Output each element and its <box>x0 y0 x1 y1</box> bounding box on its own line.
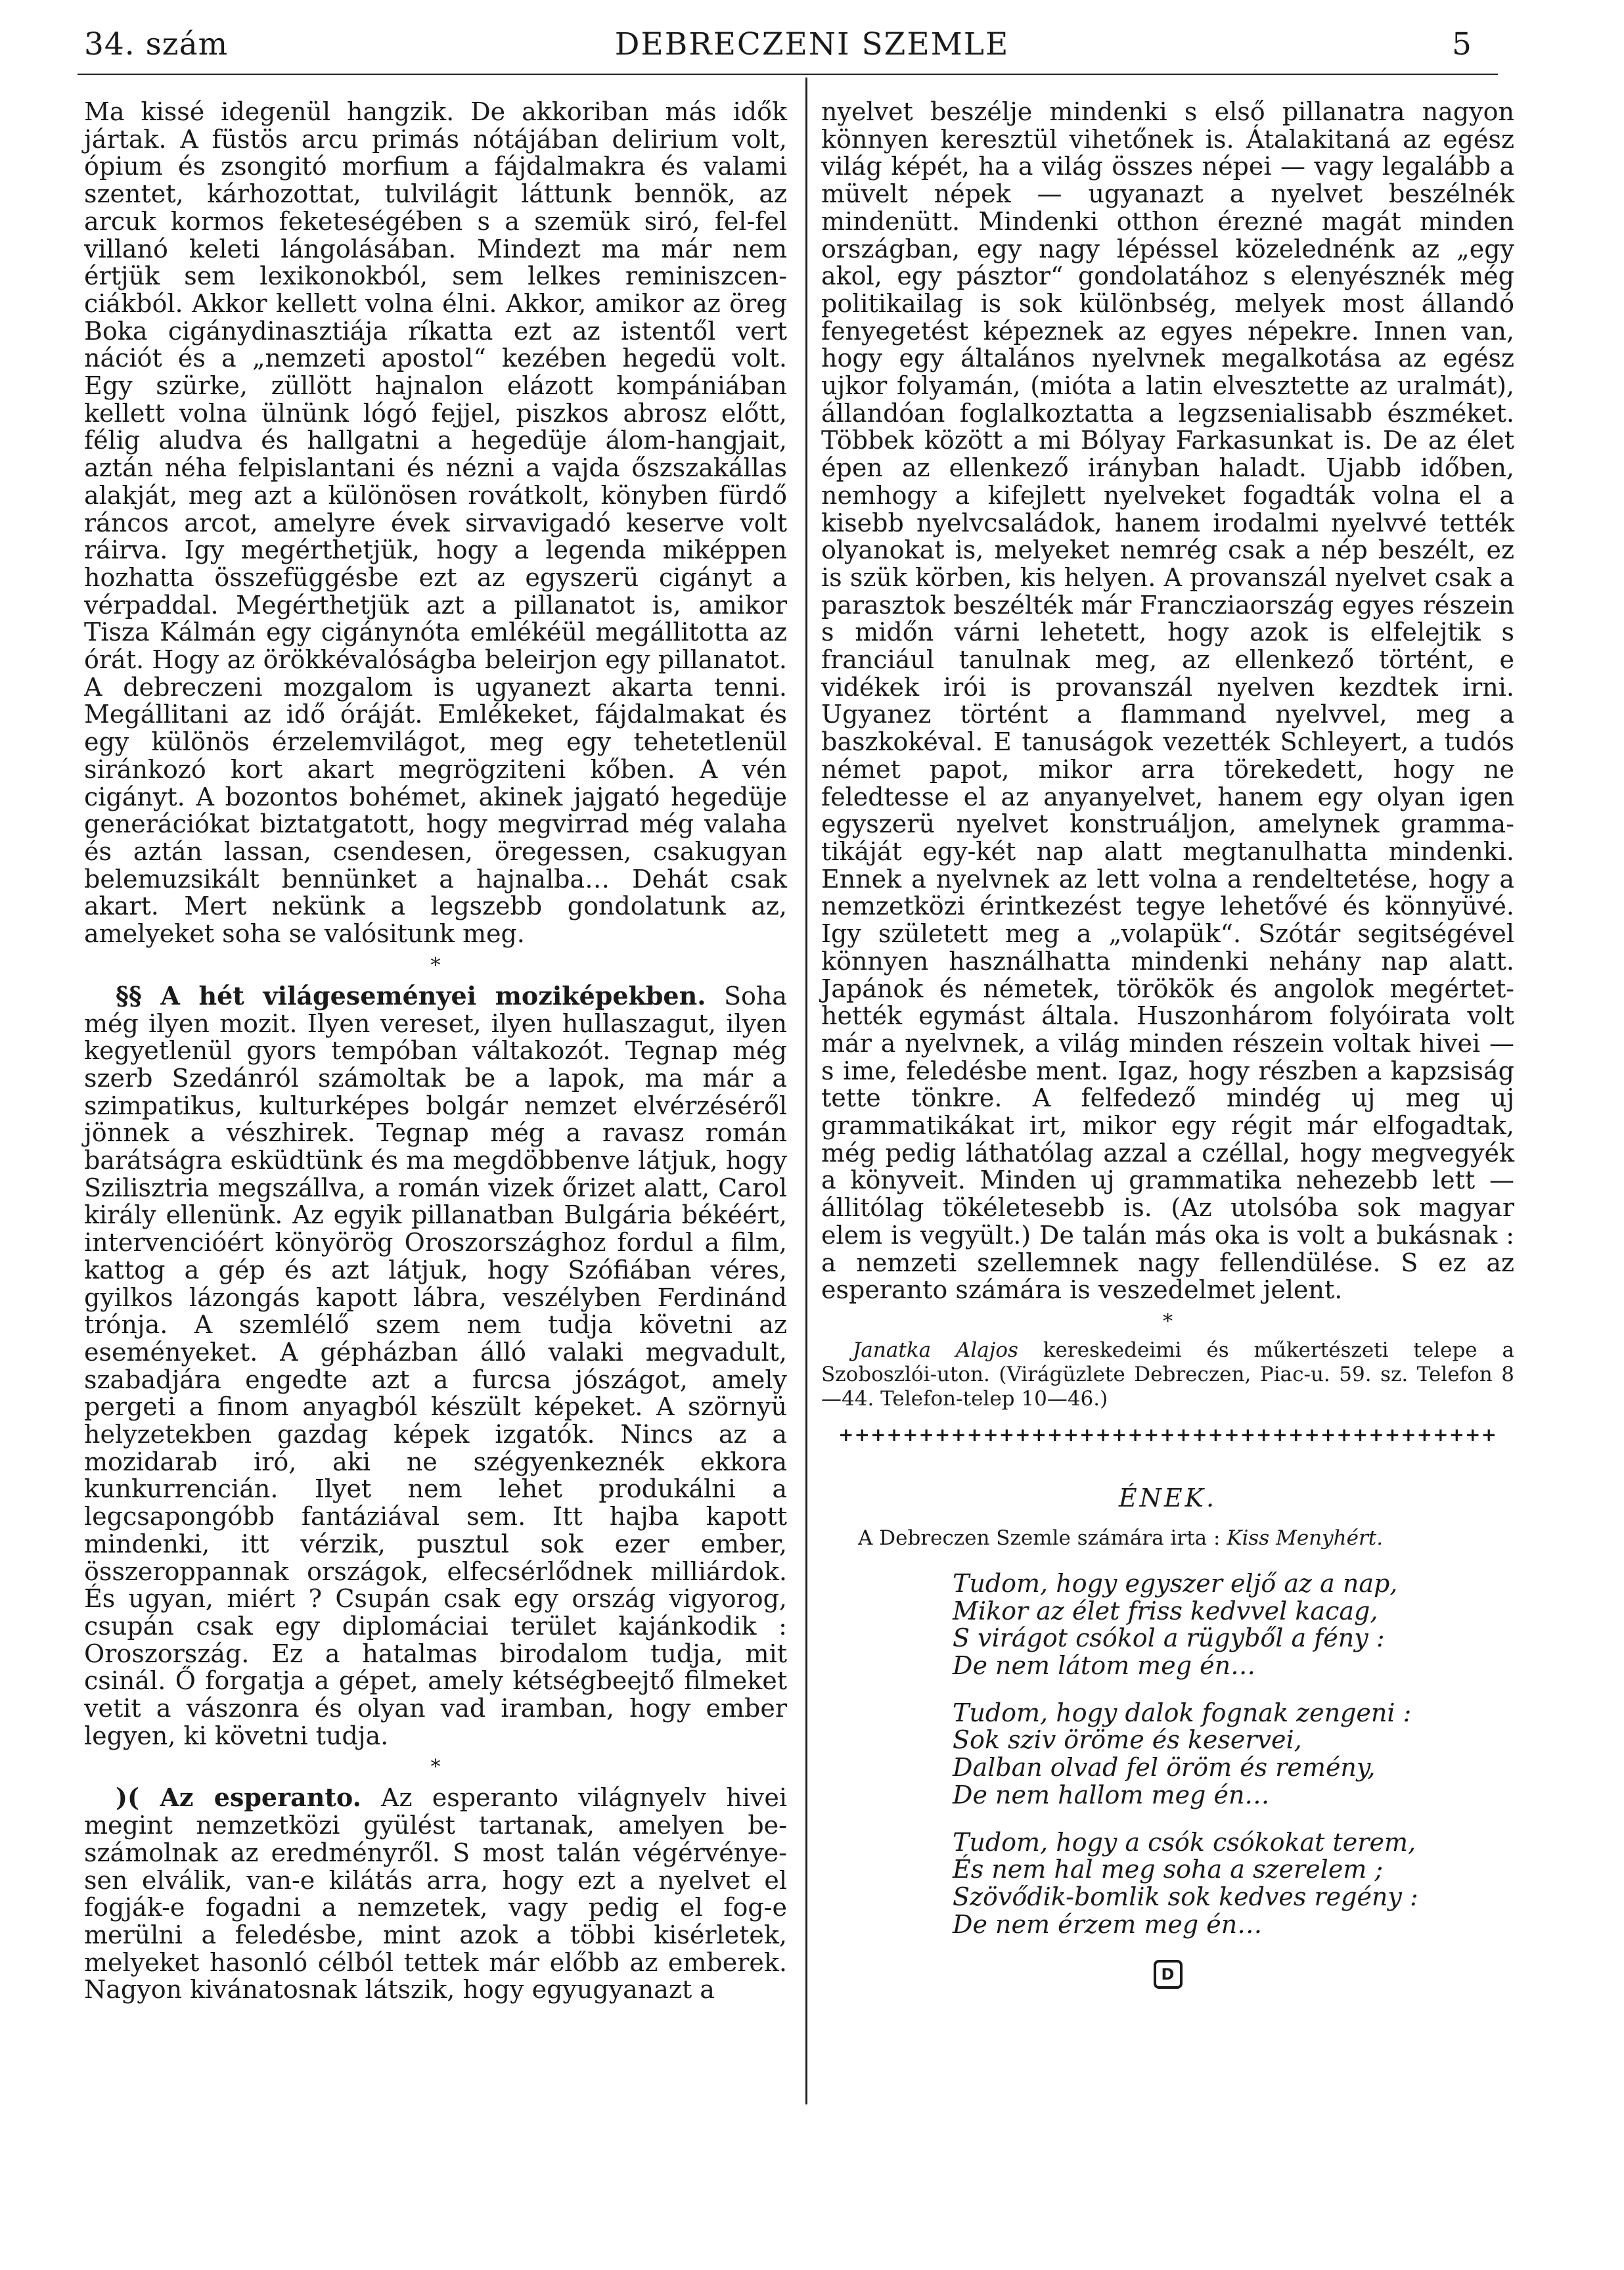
advertisement-text: kereskedeimi és műkertészeti telepe a Szoboszlói-uton. (Virágüzlete Debreczen, Piac-u. 59. sz. Telefon 8—44. Telefon-telep 10—46.) <box>821 1338 1514 1411</box>
poem-stanza <box>821 1570 1514 1680</box>
poem-line: Tudom, hogy egyszer eljő az a nap, <box>953 1568 1398 1598</box>
poem-author: Kiss Menyhért. <box>1227 1526 1384 1550</box>
advertiser-name: Janatka Alajos <box>853 1338 1018 1362</box>
world-events-article <box>84 982 787 1750</box>
poem-line: De nem érzem meg én… <box>953 1909 1263 1939</box>
section-separator: * <box>1163 1309 1173 1333</box>
gypsy-article-paragraph: Ma kissé idegenül hangzik. De akkoriban más idők jártak. A füstös arcu primás nótájában delirium volt, ópium és zsongitó morfium a fájdalmakra és valami szentet, kárhozottat, tulvilágit láttunk bennök, az arcuk kormos feketeségében s a szemük siró, fel-fel villanó keleti lángolásában. Mindezt ma már nem értjük sem lexikonokból, sem lelkes reminiszcenciákból. Akkor kellett volna élni. Akkor, amikor az öreg Boka cigánydinasztiája ríkatta ezt az istentől vert nációt és a „nemzeti apostol“ kezében hegedü volt. Egy szürke, züllött hajnalon elázott kompániában kellett volna ülnünk lógó fejjel, piszkos abrosz előtt, félig aludva és hallgatni a hegedüje álom-hangjait, aztán néha felpislantani és nézni a vajda őszszakállas alakját, meg azt a különösen rovátkolt, könyben fürdő ráncos arcot, amelyre évek sirvavigadó keserve volt ráirva. Igy megérthetjük, hogy a legenda miképpen hozhatta összefüggésbe ezt az egyszerü cigányt a vérpaddal. Megérthetjük azt a pillanatot is, amikor Tisza Kálmán egy cigánynóta emlékéül megállitotta az órát. Hogy az örökkévalóságba beleirjon egy pillanatot. A debreczeni mozgalom is ugyanezt akarta tenni. Megállitani az idő óráját. Emlékeket, fájdalmakat és egy különös érzelemvilágot, meg egy tehetetlenül siránkozó kort akart megrögziteni kőben. A vén cigányt. A bozontos bohémet, akinek jajgató hegedüje generációkat biztatgatott, hogy megvirrad még valaha és aztán lassan, csendesen, öregessen, csakugyan belemuzsikált bennünket a hajnalba… Dehát csak akart. Mert nekünk a legszebb gondolatunk az, amelyeket soha se valósitunk meg. <box>84 97 787 949</box>
page-number: 5 <box>1452 26 1472 62</box>
right-column <box>821 99 1514 1989</box>
section-separator: * <box>430 1756 441 1779</box>
poem-line: Tudom, hogy dalok fognak zengeni : <box>953 1698 1412 1727</box>
issue-number: 34. szám <box>84 26 229 62</box>
poem-stanza <box>821 1700 1514 1809</box>
ornamental-divider: +++++++++++++++++++++++++++++++++++++++++ <box>838 1423 1497 1445</box>
esperanto-heading: )( Az esperanto. <box>116 1782 361 1813</box>
poem-line: Szövődik-bomlik sok kedves regény : <box>953 1882 1418 1911</box>
newspaper-title: DEBRECZENI SZEMLE <box>614 26 1010 62</box>
advertisement <box>821 1338 1514 1411</box>
column-divider <box>805 78 807 2104</box>
poem-line: Sok sziv öröme és keservei, <box>953 1725 1302 1755</box>
esperanto-article <box>84 1784 787 2004</box>
poem-line: De nem látom meg én… <box>953 1651 1256 1681</box>
poem-line: Tudom, hogy a csók csókokat terem, <box>953 1827 1416 1857</box>
end-mark <box>821 1958 1514 1989</box>
world-events-heading: §§ A hét világeseményei moziképekben. <box>116 980 706 1010</box>
poem-line: Mikor az élet friss kedvvel kacag, <box>953 1596 1378 1625</box>
world-events-text: Soha még ilyen mozit. Ilyen vereset, ilyen hullaszagut, ilyen kegyetlenül gyors tempóban váltakozót. Tegnap még szerb Szedánról számoltak be a lapok, ma már a szimpatikus, kulturképes bolgár nemzet elvérzéséről jönnek a vészhirek. Tegnap még a ravasz román barátságra esküdtünk és ma megdöbbenve látjuk, hogy Szilisztria megszállva, a román vizek őrizet alatt, Carol király ellenünk. Az egyik pillanatban Bulgária békéért, intervencióért könyörög Oroszországhoz fordul a film, kattog a gép és azt látjuk, hogy Szófiában véres, gyilkos lázongás kapott lábra, veszélyben Ferdinánd trónja. A szemlélő szem nem tudja követni az eseményeket. A gépházban álló valaki megvadult, szabadjára engedte azt a furcsa jószágot, amely pergeti a finom anyagból készült képeket. A szörnyü helyzetekben gazdag képek izgatók. Nincs az a mozidarab iró, aki ne szégyenkeznék ekkora kunkurrencián. Ilyet nem lehet produkálni a legcsapongóbb fantáziával sem. Itt hajba kapott mindenki, itt vérzik, pusztul sok ezer ember, összeroppannak országok, elfecsérlődnek milliárdok. És ugyan, miért ? Csupán csak egy ország vigyorog, csupán csak egy diplomáciai terület kajánkodik : Oroszország. Ez a hatalmas birodalom tudja, mit csinál. Ő forgatja a gépet, amely kétségbeejtő filmeket vetit a vászonra és olyan vad iramban, hogy ember legyen, ki követni tudja. <box>84 981 787 1750</box>
poem-byline <box>821 1526 1514 1551</box>
poem-title: ÉNEK. <box>1118 1483 1217 1512</box>
end-mark-glyph: D <box>1154 1960 1183 1989</box>
left-column <box>84 99 787 2004</box>
poem-line: De nem hallom meg én… <box>953 1780 1270 1809</box>
poem-line: Dalban olvad fel öröm és remény, <box>953 1753 1376 1782</box>
esperanto-text-continued: nyelvet beszélje mindenki s első pillanatra nagyon könnyen keresztül vihetőnek is. Átalakitaná az egész világ képét, ha a világ összes népei — vagy legalább a müvelt népek — ugyanazt a nyelvet beszélnék mindenütt. Mindenki otthon érezné magát minden országban, egy nagy lépéssel közelednénk az „egy akol, egy pásztor“ gondolatához s elenyésznék még politikailag is sok különbség, melyek most állandó fenyegetést képeznek az egyes népekre. Innen van, hogy egy általános nyelvnek megalkotása az egész ujkor folyamán, (mióta a latin elvesztette az uralmát), állandóan foglalkoztatta a legzsenialisabb észméket. Többek között a mi Bólyay Farkasunkat is. De az élet épen az ellenkező irányban haladt. Ujabb időben, nemhogy a kifejlett nyelveket fogadták volna el a kisebb nyelvcsaládok, hanem irodalmi nyelvvé tették olyanokat is, melyeket nemrég csak a nép beszélt, ez is szük körben, kis helyen. A provanszál nyelvet csak a parasztok beszélték már Francziaország egyes részein s midőn várni lehetett, hogy azok is elfelejtik s franciául tanulnak meg, az ellenkező történt, e vidékek irói is provanszál nyelven kezdtek irni. Ugyanez történt a flammand nyelvvel, meg a baszkokéval. E tanuságok vezették Schleyert, a tudós német papot, mikor arra törekedett, hogy ne feledtesse el az anyanyelvet, hanem egy olyan igen egyszerü nyelvet konstruáljon, amelynek grammatikáját egy-két nap alatt megtanulhatta mindenki. Ennek a nyelvnek az lett volna a rendeltetése, hogy a nemzetközi érintkezést tegye lehetővé és könnyüvé. Igy született meg a „volapük“. Szótár segitségével könnyen használhatta mindenki nehány nap alatt. Japánok és németek, törökök és angolok megértethették egymást általa. Huszonhárom folyóirata volt már a nyelvnek, a világ minden részein voltak hivei — s ime, feledésbe ment. Igaz, hogy részben a kapzsiság tette tönkre. A felfedező mindég uj meg uj grammatikákat irt, mikor egy régit már elfogadtak, még pedig láthatólag azzal a czéllal, hogy megvegyék a könyveit. Minden uj grammatika nehezebb lett — állitólag tökéletesebb is. (Az utolsóba sok magyar elem is vegyült.) De talán más oka is volt a bukásnak : a nemzeti szellemnek nagy fellendülése. S ez az esperanto számára is veszedelmet jelent. <box>821 97 1514 1305</box>
poem-line: S virágot csókol a rügyből a fény : <box>953 1623 1385 1653</box>
header-rule <box>78 74 1498 75</box>
esperanto-text-start: Az esperanto világnyelv hivei megint nemzetközi gyülést tartanak, amelyen beszámolnak az eredményről. S most talán végérvényesen elválik, van-e kilátás arra, hogy ezt a nyelvet el fogják-e fogadni a nemzetek, vagy pedig el fog-e merülni a feledésbe, mint azok a többi kisérletek, melyeket hasonló célból tettek már előbb az emberek. Nagyon kivánatosnak látszik, hogy egyugyanazt a <box>84 1783 787 2005</box>
poem-stanza <box>821 1829 1514 1939</box>
poem-line: És nem hal meg soha a szerelem ; <box>953 1855 1384 1884</box>
poem-byline-prefix: A Debreczen Szemle számára irta : <box>858 1526 1227 1550</box>
section-separator: * <box>430 953 441 977</box>
